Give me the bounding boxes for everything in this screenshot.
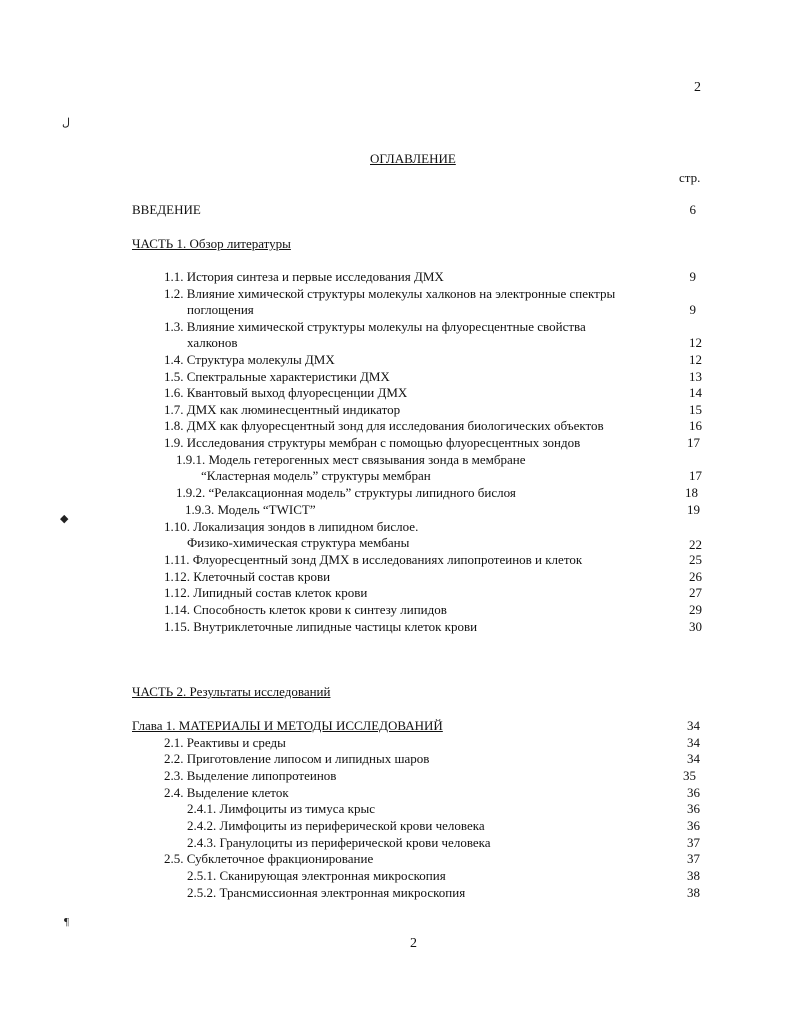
scan-mark-middle: ◆ bbox=[60, 513, 69, 525]
toc-entry: 1.9.1. Модель гетерогенных мест связывания зонда в мембране bbox=[176, 452, 526, 467]
toc-entry-page: 37 bbox=[687, 835, 700, 850]
toc-entry: 2.3. Выделение липопротеинов bbox=[164, 768, 337, 783]
toc-entry: 1.10. Локализация зондов в липидном бислое. bbox=[164, 519, 419, 534]
toc-entry: 1.4. Структура молекулы ДМХ bbox=[164, 352, 335, 367]
toc-entry: 1.14. Способность клеток крови к синтезу липидов bbox=[164, 602, 447, 617]
toc-entry: 1.12. Липидный состав клеток крови bbox=[164, 585, 368, 600]
toc-entry-page: 34 bbox=[687, 751, 700, 766]
toc-entry-page: 30 bbox=[689, 619, 702, 634]
part1-heading: ЧАСТЬ 1. Обзор литературы bbox=[132, 236, 291, 251]
toc-entry-page: 9 bbox=[689, 302, 696, 317]
toc-entry-page: 22 bbox=[689, 537, 702, 552]
toc-entry: 1.7. ДМХ как люминесцентный индикатор bbox=[164, 402, 401, 417]
toc-entry-page: 12 bbox=[689, 352, 702, 367]
toc-entry: 1.15. Внутриклеточные липидные частицы клеток крови bbox=[164, 619, 478, 634]
chapter1-heading: Глава 1. МАТЕРИАЛЫ И МЕТОДЫ ИССЛЕДОВАНИЙ bbox=[132, 718, 443, 733]
toc-entry-page: 17 bbox=[687, 435, 700, 450]
toc-entry: 1.2. Влияние химической структуры молекулы халконов на электронные спектры bbox=[164, 286, 616, 301]
toc-entry: 1.11. Флуоресцентный зонд ДМХ в исследованиях липопротеинов и клеток bbox=[164, 552, 583, 567]
toc-entry-page: 18 bbox=[685, 485, 698, 500]
toc-entry-page: 25 bbox=[689, 552, 702, 567]
scan-mark-bottom: ¶ bbox=[64, 916, 69, 928]
toc-entry-page: 12 bbox=[689, 335, 702, 350]
toc-entry: 2.5.1. Сканирующая электронная микроскопия bbox=[187, 868, 446, 883]
toc-entry: 1.5. Спектральные характеристики ДМХ bbox=[164, 369, 390, 384]
toc-entry-cont: поглощения bbox=[187, 302, 254, 317]
toc-entry-page: 16 bbox=[689, 418, 702, 433]
toc-entry: 2.5. Субклеточное фракционирование bbox=[164, 851, 374, 866]
toc-entry-cont: Физико-химическая структура мембаны bbox=[187, 535, 410, 550]
toc-title: ОГЛАВЛЕНИЕ bbox=[370, 151, 456, 166]
toc-entry-page: 19 bbox=[687, 502, 700, 517]
toc-entry: 2.4. Выделение клеток bbox=[164, 785, 289, 800]
toc-entry-page: 29 bbox=[689, 602, 702, 617]
toc-entry: 1.9. Исследования структуры мембран с помощью флуоресцентных зондов bbox=[164, 435, 581, 450]
toc-intro: ВВЕДЕНИЕ bbox=[132, 202, 201, 217]
toc-entry-page: 38 bbox=[687, 868, 700, 883]
toc-intro-page: 6 bbox=[689, 202, 696, 217]
toc-entry: 1.3. Влияние химической структуры молекулы на флуоресцентные свойства bbox=[164, 319, 586, 334]
toc-entry-page: 34 bbox=[687, 735, 700, 750]
toc-entry: 1.9.2. “Релаксационная модель” структуры липидного бислоя bbox=[176, 485, 516, 500]
toc-entry-page: 38 bbox=[687, 885, 700, 900]
page-number-bottom: 2 bbox=[410, 936, 417, 951]
toc-entry: 2.4.3. Гранулоциты из периферической крови человека bbox=[187, 835, 491, 850]
toc-entry-page: 15 bbox=[689, 402, 702, 417]
chapter1-page: 34 bbox=[687, 718, 700, 733]
toc-entry: 2.4.2. Лимфоциты из периферической крови человека bbox=[187, 818, 485, 833]
toc-entry-page: 17 bbox=[689, 468, 702, 483]
toc-entry: 1.1. История синтеза и первые исследования ДМХ bbox=[164, 269, 444, 284]
toc-entry-page: 36 bbox=[687, 785, 700, 800]
toc-entry-page: 26 bbox=[689, 569, 702, 584]
toc-entry-cont: “Кластерная модель” структуры мембран bbox=[201, 468, 431, 483]
scan-mark-top: ﻝ bbox=[62, 117, 70, 129]
toc-entry: 2.2. Приготовление липосом и липидных шаров bbox=[164, 751, 430, 766]
toc-entry: 1.6. Квантовый выход флуоресценции ДМХ bbox=[164, 385, 408, 400]
toc-entry: 1.8. ДМХ как флуоресцентный зонд для исследования биологических объектов bbox=[164, 418, 604, 433]
toc-entry-page: 27 bbox=[689, 585, 702, 600]
toc-entry: 2.1. Реактивы и среды bbox=[164, 735, 286, 750]
toc-entry: 2.4.1. Лимфоциты из тимуса крыс bbox=[187, 801, 375, 816]
toc-entry-page: 36 bbox=[687, 801, 700, 816]
toc-entry-page: 36 bbox=[687, 818, 700, 833]
page-column-label: стр. bbox=[679, 170, 701, 185]
toc-entry: 2.5.2. Трансмиссионная электронная микроскопия bbox=[187, 885, 466, 900]
part2-heading: ЧАСТЬ 2. Результаты исследований bbox=[132, 684, 331, 699]
page-number-top: 2 bbox=[694, 80, 701, 95]
toc-entry-page: 9 bbox=[689, 269, 696, 284]
toc-entry-cont: халконов bbox=[187, 335, 238, 350]
toc-entry-page: 14 bbox=[689, 385, 702, 400]
toc-entry-page: 35 bbox=[683, 768, 696, 783]
toc-entry-page: 37 bbox=[687, 851, 700, 866]
toc-entry: 1.12. Клеточный состав крови bbox=[164, 569, 331, 584]
toc-entry: 1.9.3. Модель “TWICT” bbox=[185, 502, 316, 517]
toc-entry-page: 13 bbox=[689, 369, 702, 384]
